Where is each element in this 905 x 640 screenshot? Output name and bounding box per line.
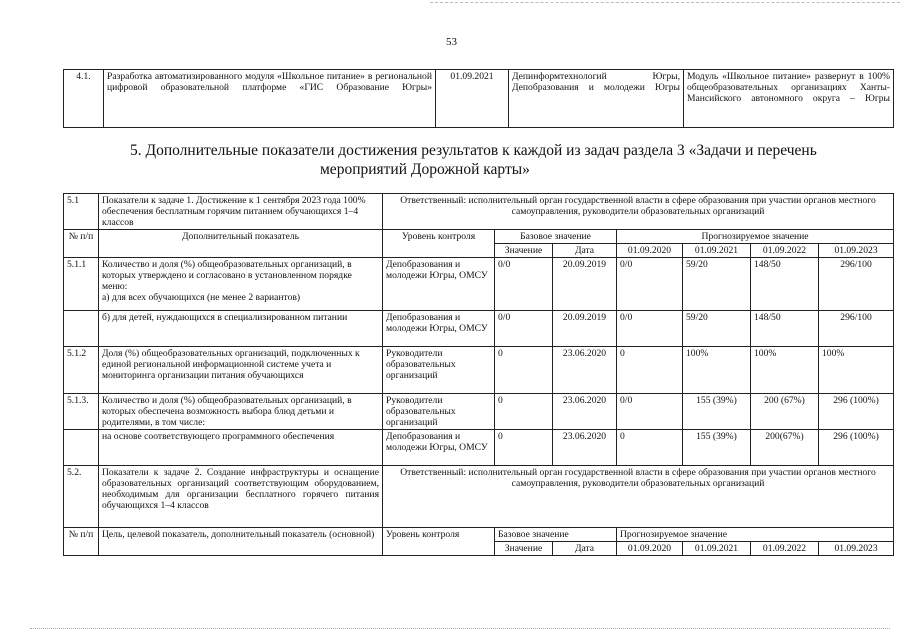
baseline-value: 0/0 bbox=[495, 258, 553, 311]
table-row bbox=[64, 347, 894, 394]
forecast-2020: 0 bbox=[617, 430, 683, 466]
activity-text: Разработка автоматизированного модуля «Школьное питание» в региональной цифровой образовательной платформе «ГИС Образование Югры» bbox=[104, 70, 436, 128]
baseline-date: 23.06.2020 bbox=[553, 430, 617, 466]
header-goal-indicator: Цель, целевой показатель, дополнительный показатель (основной) bbox=[99, 528, 383, 556]
indicators-table bbox=[63, 193, 894, 556]
control-level: Руководители образовательных организаций bbox=[383, 347, 495, 394]
forecast-2023: 100% bbox=[819, 347, 894, 394]
header-date-2023: 01.09.2023 bbox=[819, 244, 894, 258]
scan-artifact-bottom bbox=[30, 628, 890, 631]
forecast-2021: 155 (39%) bbox=[683, 430, 751, 466]
forecast-2020: 0/0 bbox=[617, 394, 683, 430]
table-row bbox=[64, 394, 894, 430]
row-number bbox=[64, 311, 99, 347]
forecast-2022: 148/50 bbox=[751, 311, 819, 347]
task-row bbox=[64, 194, 894, 230]
control-level: Депобразования и молодежи Югры, ОМСУ bbox=[383, 311, 495, 347]
indicator-text: Количество и доля (%) общеобразовательных организаций, в которых утверждено и согласовано в установленном порядке меню: а) для всех обучающихся (не менее 2 вариантов) bbox=[99, 258, 383, 311]
forecast-2023: 296 (100%) bbox=[819, 394, 894, 430]
baseline-date: 20.09.2019 bbox=[553, 258, 617, 311]
indicator-text: Количество и доля (%) общеобразовательных организаций, в которых обеспечена возможность выбора блюд детьми и родителями, в том числе: bbox=[99, 394, 383, 430]
forecast-2022: 100% bbox=[751, 347, 819, 394]
header-row bbox=[64, 528, 894, 542]
header-date-2021: 01.09.2021 bbox=[683, 542, 751, 556]
header-date-2023: 01.09.2023 bbox=[819, 542, 894, 556]
indicator-text: на основе соответствующего программного обеспечения bbox=[99, 430, 383, 466]
header-control-level: Уровень контроля bbox=[383, 230, 495, 258]
scan-artifact-top bbox=[430, 2, 900, 5]
forecast-2022: 200 (67%) bbox=[751, 394, 819, 430]
header-control-level: Уровень контроля bbox=[383, 528, 495, 556]
header-forecast: Прогнозируемое значение bbox=[617, 528, 894, 542]
header-date-2020: 01.09.2020 bbox=[617, 244, 683, 258]
header-forecast: Прогнозируемое значение bbox=[617, 230, 894, 244]
control-level: Депобразования и молодежи Югры, ОМСУ bbox=[383, 258, 495, 311]
forecast-2020: 0 bbox=[617, 347, 683, 394]
forecast-2022: 200(67%) bbox=[751, 430, 819, 466]
section-heading-line1: 5. Дополнительные показатели достижения результатов к каждой из задач раздела 3 «Задачи и перечень bbox=[130, 142, 817, 159]
table-row bbox=[64, 311, 894, 347]
forecast-2023: 296/100 bbox=[819, 311, 894, 347]
header-date-2020: 01.09.2020 bbox=[617, 542, 683, 556]
forecast-2020: 0/0 bbox=[617, 258, 683, 311]
header-num: № п/п bbox=[64, 230, 99, 258]
indicator-text: б) для детей, нуждающихся в специализированном питании bbox=[99, 311, 383, 347]
control-level: Депобразования и молодежи Югры, ОМСУ bbox=[383, 430, 495, 466]
header-row bbox=[64, 230, 894, 244]
header-baseline: Базовое значение bbox=[495, 528, 617, 542]
header-date: Дата bbox=[553, 542, 617, 556]
forecast-2023: 296 (100%) bbox=[819, 430, 894, 466]
header-value: Значение bbox=[495, 542, 553, 556]
task-number: 5.2. bbox=[64, 466, 99, 528]
activity-result: Модуль «Школьное питание» развернут в 100% общеобразовательных организациях Ханты-Мансийского автономного округа – Югры bbox=[684, 70, 894, 128]
table-row bbox=[64, 430, 894, 466]
forecast-2021: 59/20 bbox=[683, 311, 751, 347]
table-row bbox=[64, 70, 894, 128]
row-number: 5.1.3. bbox=[64, 394, 99, 430]
forecast-2020: 0/0 bbox=[617, 311, 683, 347]
header-indicator: Дополнительный показатель bbox=[99, 230, 383, 258]
forecast-2021: 100% bbox=[683, 347, 751, 394]
task-number: 5.1 bbox=[64, 194, 99, 230]
activity-date: 01.09.2021 bbox=[436, 70, 509, 128]
forecast-2022: 148/50 bbox=[751, 258, 819, 311]
indicator-text: Доля (%) общеобразовательных организаций, подключенных к единой региональной информационной системе учета и мониторинга организации питания обучающихся bbox=[99, 347, 383, 394]
task-row bbox=[64, 466, 894, 528]
header-num: № п/п bbox=[64, 528, 99, 556]
forecast-2021: 155 (39%) bbox=[683, 394, 751, 430]
header-date-2022: 01.09.2022 bbox=[751, 244, 819, 258]
table-row bbox=[64, 258, 894, 311]
forecast-2023: 296/100 bbox=[819, 258, 894, 311]
baseline-date: 23.06.2020 bbox=[553, 347, 617, 394]
header-value: Значение bbox=[495, 244, 553, 258]
forecast-2021: 59/20 bbox=[683, 258, 751, 311]
section-heading-line2: мероприятий Дорожной карты» bbox=[320, 161, 530, 178]
task-text: Показатели к задаче 2. Создание инфраструктуры и оснащение образовательных организаций соответствующим оборудованием, необходимым для организации бесплатного горячего питания обучающихся 1–4 классов bbox=[99, 466, 383, 528]
control-level: Руководители образовательных организаций bbox=[383, 394, 495, 430]
row-number bbox=[64, 430, 99, 466]
baseline-date: 23.06.2020 bbox=[553, 394, 617, 430]
baseline-value: 0 bbox=[495, 347, 553, 394]
row-number: 5.1.1 bbox=[64, 258, 99, 311]
baseline-date: 20.09.2019 bbox=[553, 311, 617, 347]
header-date: Дата bbox=[553, 244, 617, 258]
page-number: 53 bbox=[446, 36, 457, 48]
roadmap-activity-table bbox=[63, 69, 894, 128]
task-responsible: Ответственный: исполнительный орган государственной власти в сфере образования при участии органов местного самоуправления, руководители образовательных организаций bbox=[383, 466, 894, 528]
task-text: Показатели к задаче 1. Достижение к 1 сентября 2023 года 100% обеспечения бесплатным горячим питанием обучающихся 1–4 классов bbox=[99, 194, 383, 230]
header-date-2022: 01.09.2022 bbox=[751, 542, 819, 556]
baseline-value: 0 bbox=[495, 394, 553, 430]
header-date-2021: 01.09.2021 bbox=[683, 244, 751, 258]
baseline-value: 0/0 bbox=[495, 311, 553, 347]
section-heading bbox=[130, 141, 830, 179]
row-number: 5.1.2 bbox=[64, 347, 99, 394]
baseline-value: 0 bbox=[495, 430, 553, 466]
header-baseline: Базовое значение bbox=[495, 230, 617, 244]
task-responsible: Ответственный: исполнительный орган государственной власти в сфере образования при участии органов местного самоуправления, руководители образовательных организаций bbox=[383, 194, 894, 230]
activity-responsible: Депинформтехнологий Югры, Депобразования и молодежи Югры bbox=[509, 70, 684, 128]
row-number: 4.1. bbox=[64, 70, 104, 128]
